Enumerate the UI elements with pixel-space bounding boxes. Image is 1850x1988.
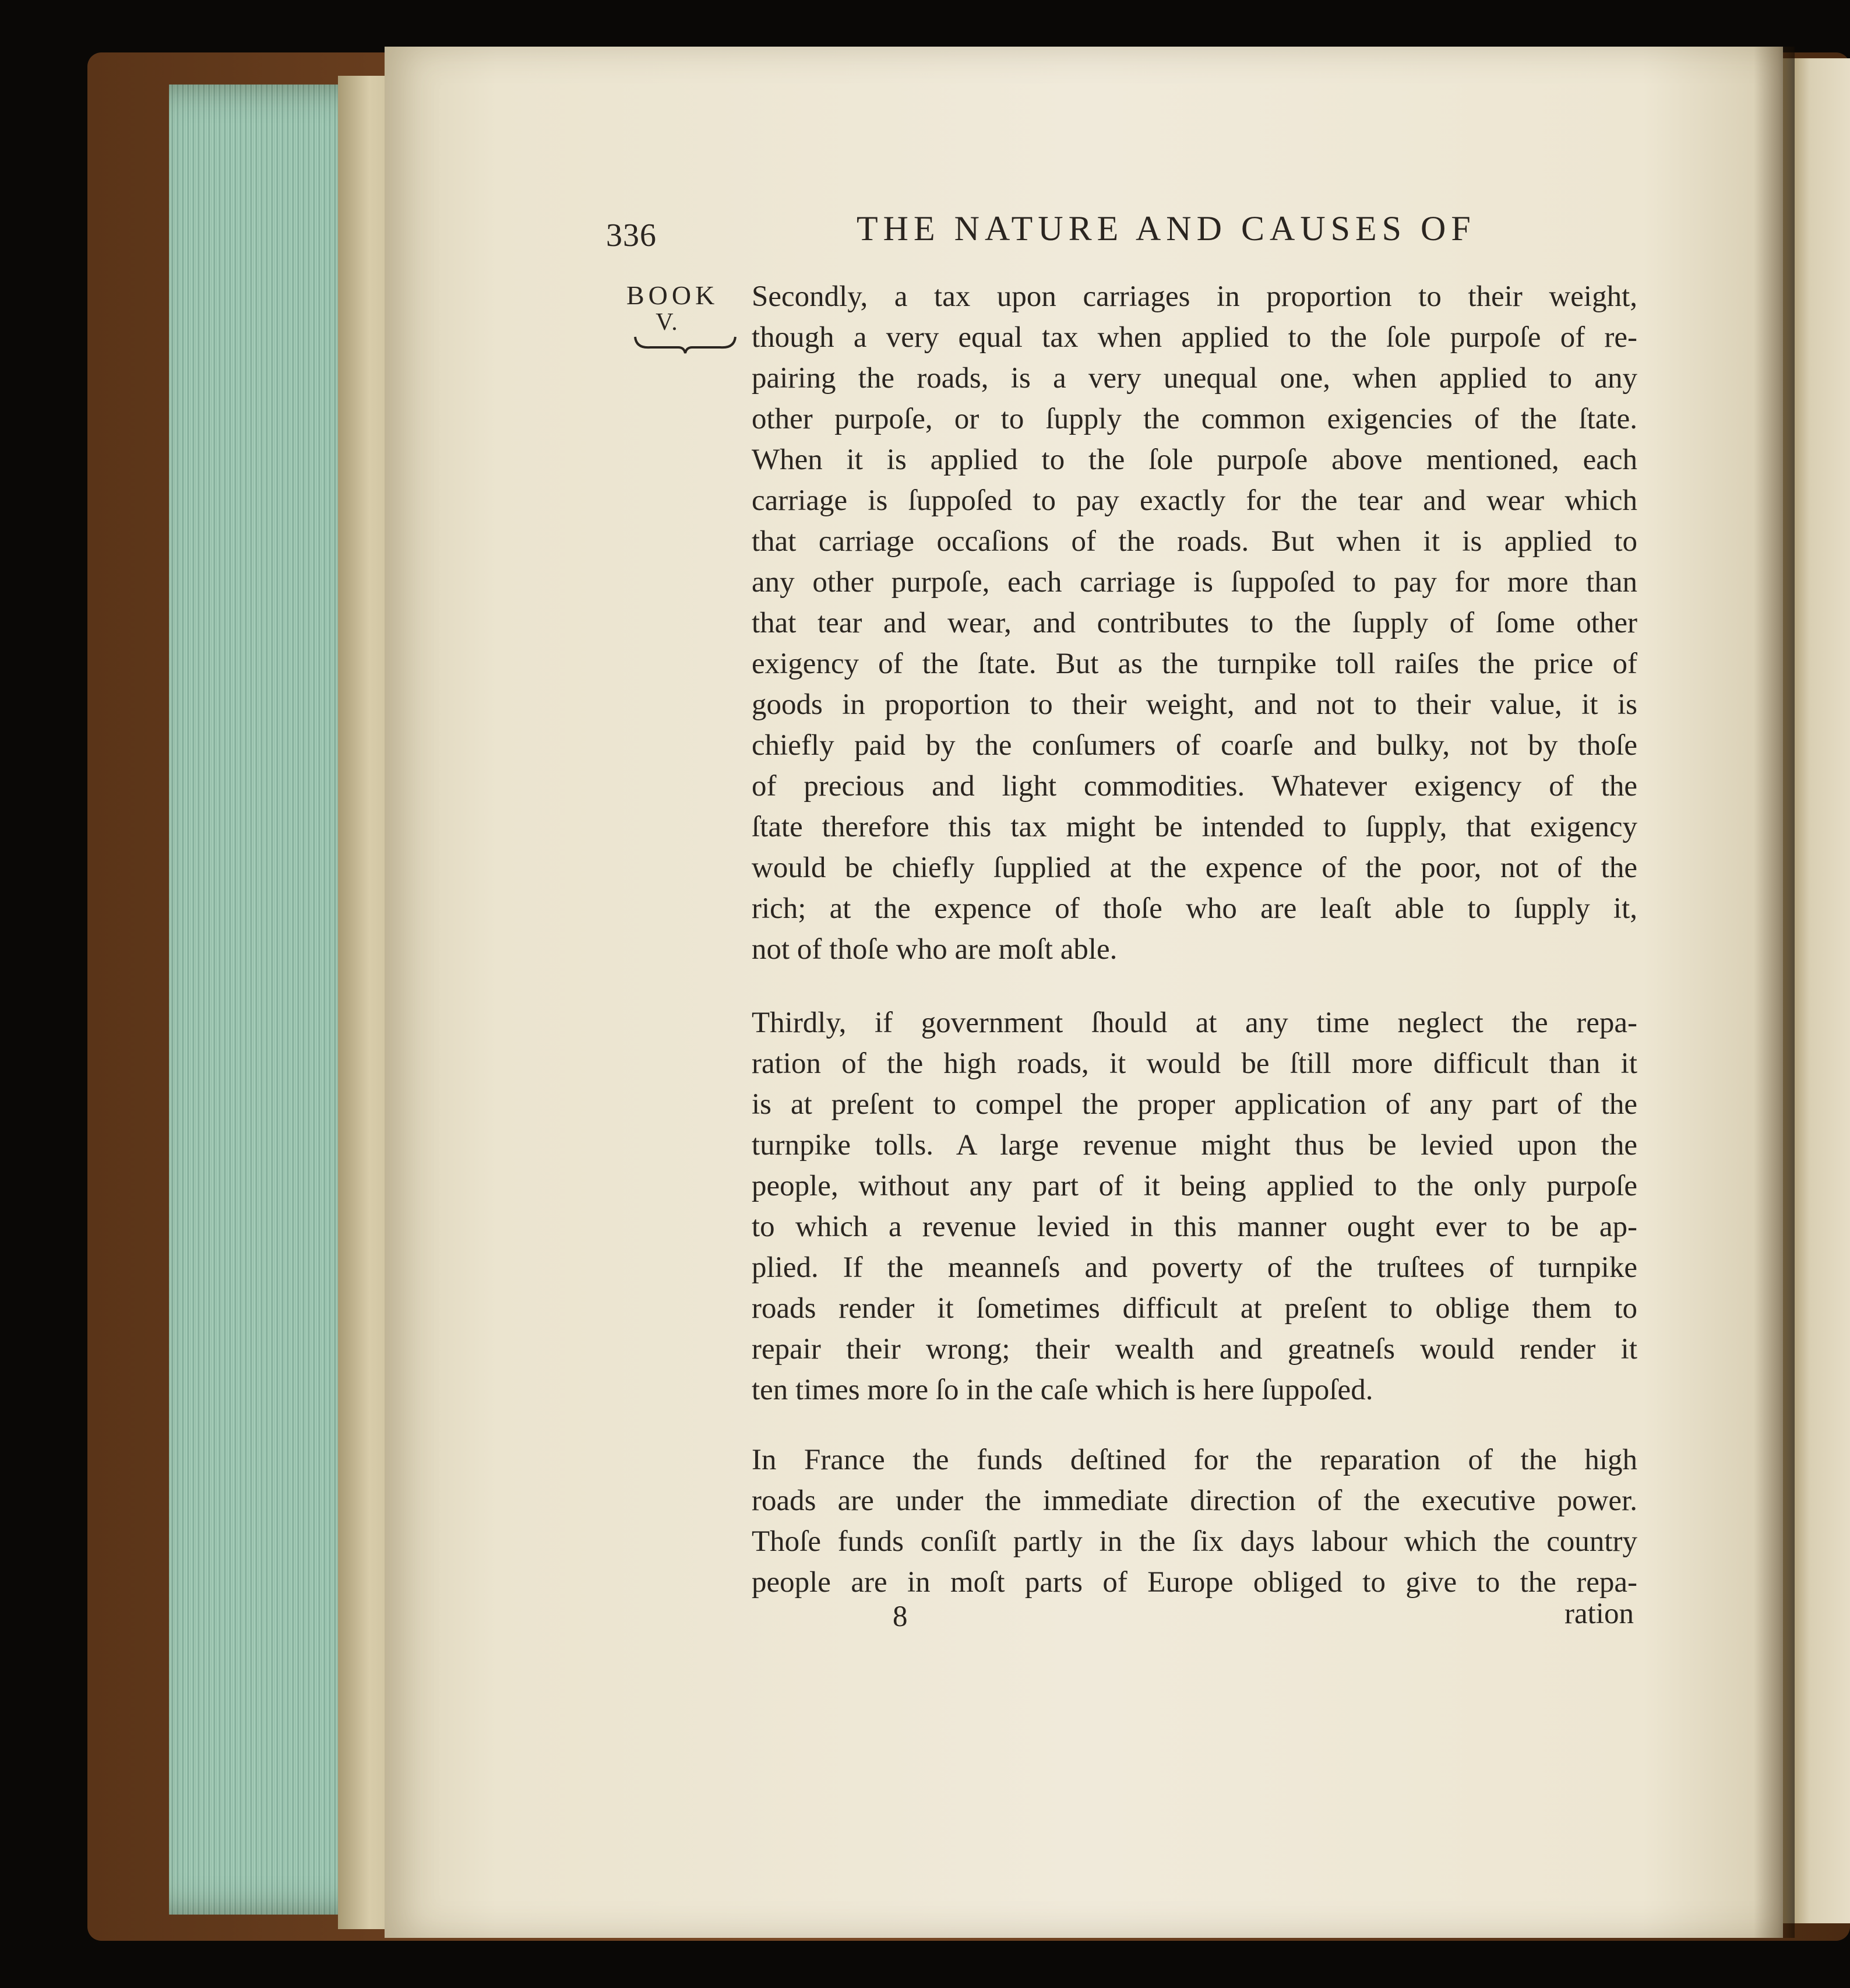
paragraph-line: When it is applied to the ſole purpoſe above mentioned, each: [752, 444, 1637, 476]
paragraph-line: though a very equal tax when applied to the ſole purpoſe of re-: [752, 321, 1637, 354]
paragraph-line: pairing the roads, is a very unequal one, when applied to any: [752, 362, 1637, 395]
paragraph-line: that carriage occaſions of the roads. But when it is applied to: [752, 525, 1637, 558]
book-volume: V.: [656, 309, 679, 336]
paragraph-line: people, without any part of it being applied to the only purpoſe: [752, 1170, 1637, 1202]
page-edge-inner: [338, 76, 390, 1929]
paragraph-line: rich; at the expence of thoſe who are leaſt able to ſupply it,: [752, 892, 1637, 925]
paragraph-line: carriage is ſuppoſed to pay exactly for the tear and wear which: [752, 484, 1637, 517]
paragraph-line: other purpoſe, or to ſupply the common exigencies of the ſtate.: [752, 403, 1637, 435]
paragraph-line: repair their wrong; their wealth and greatneſs would render it: [752, 1333, 1637, 1366]
paragraph-line: roads render it ſometimes difficult at preſent to oblige them to: [752, 1292, 1637, 1325]
paragraph-line: roads are under the immediate direction of the executive power.: [752, 1484, 1637, 1517]
paragraph-1: [752, 276, 1637, 970]
running-head: THE NATURE AND CAUSES OF: [857, 209, 1476, 248]
catchword: ration: [1564, 1598, 1634, 1630]
paragraph-line: Thoſe funds conſiſt partly in the ſix days labour which the country: [752, 1525, 1637, 1558]
paragraph-line: people are in moſt parts of Europe obliged to give to the repa-: [752, 1566, 1637, 1599]
page-number: 336: [606, 217, 657, 254]
book-brace-ornament: [633, 332, 738, 356]
paragraph-line: would be chiefly ſupplied at the expence of the poor, not of the: [752, 852, 1637, 884]
paragraph-line: is at preſent to compel the proper application of any part of the: [752, 1088, 1637, 1121]
paragraph-line: goods in proportion to their weight, and not to their value, it is: [752, 688, 1637, 721]
paragraph-line: Thirdly, if government ſhould at any time neglect the repa-: [752, 1007, 1637, 1039]
paragraph-3: [752, 1440, 1637, 1603]
paragraph-line: of precious and light commodities. Whatever exigency of the: [752, 770, 1637, 803]
paragraph-line: chiefly paid by the conſumers of coarſe and bulky, not by thoſe: [752, 729, 1637, 762]
paragraph-line: ſtate therefore this tax might be intended to ſupply, that exigency: [752, 811, 1637, 843]
paragraph-line: to which a revenue levied in this manner ought ever to be ap-: [752, 1211, 1637, 1243]
paragraph-line: Secondly, a tax upon carriages in proportion to their weight,: [752, 280, 1637, 313]
paragraph-2: [752, 1002, 1637, 1410]
book-label: [626, 280, 719, 336]
paragraph-line: In France the funds deſtined for the reparation of the high: [752, 1444, 1637, 1476]
signature-mark: 8: [893, 1600, 908, 1633]
paragraph-line: ten times more ſo in the caſe which is here ſuppoſed.: [752, 1374, 1373, 1406]
paragraph-line: turnpike tolls. A large revenue might thus be levied upon the: [752, 1129, 1637, 1162]
paragraph-line: plied. If the meanneſs and poverty of the truſtees of turnpike: [752, 1251, 1637, 1284]
paragraph-line: ration of the high roads, it would be ſtill more difficult than it: [752, 1047, 1637, 1080]
book-gutter: [1754, 47, 1795, 1938]
paragraph-line: not of thoſe who are moſt able.: [752, 933, 1118, 966]
paragraph-line: that tear and wear, and contributes to the ſupply of ſome other: [752, 607, 1637, 639]
paragraph-line: exigency of the ſtate. But as the turnpike toll raiſes the price of: [752, 648, 1637, 680]
book-label-text: BOOK: [626, 280, 719, 310]
paragraph-line: any other purpoſe, each carriage is ſuppoſed to pay for more than: [752, 566, 1637, 599]
